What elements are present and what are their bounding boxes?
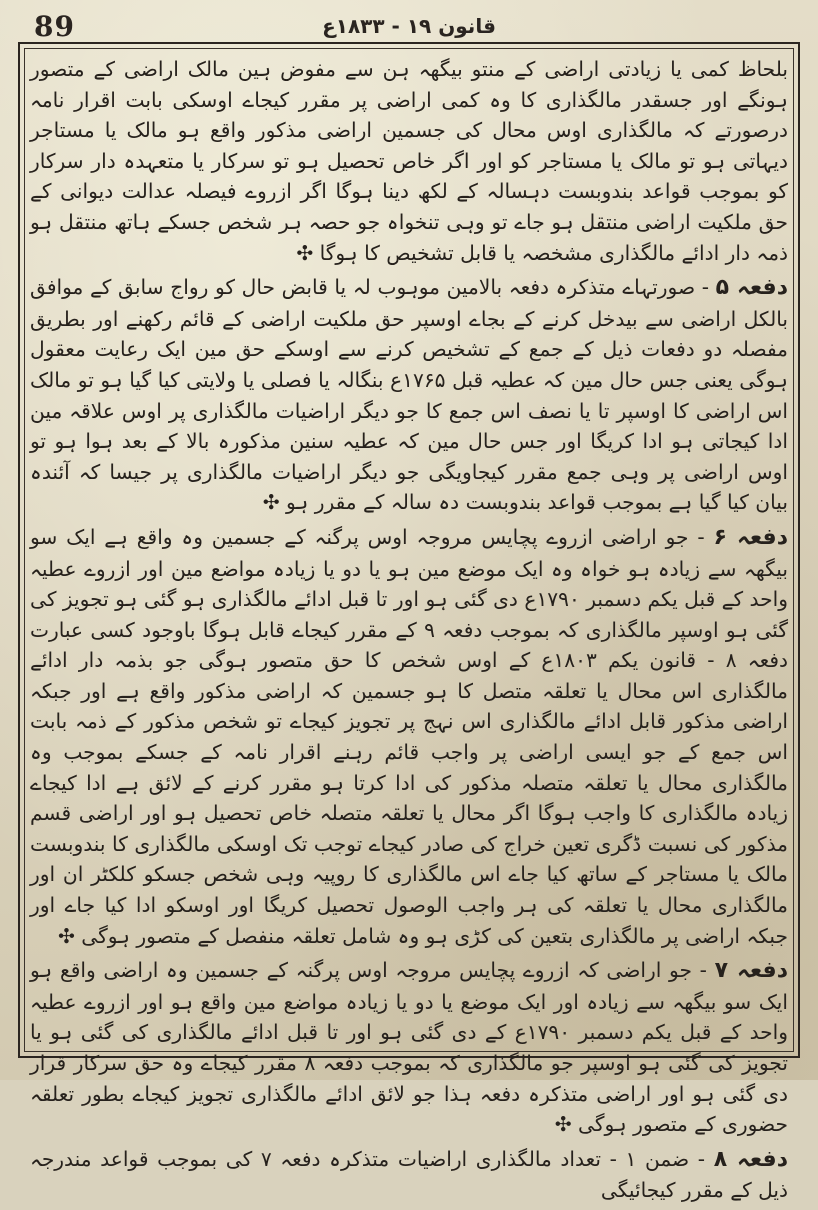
body-text: [30, 54, 788, 1210]
paragraph-1-text: بلحاظ کمی یا زیادتی اراضی کے منتو بیگھہ ہن سے مفوض ہین مالک اراضی کے متصور ہونگے اور جسقدر مالگذاری کا وہ کمی اراضی پر مقرر کیجاے اوسکی بابت اقرار نامہ درصورتے کہ مالگذاری اوس محال کی جسمین اراضی مذکور واقع ہو مالک یا مستاجر دیہاتی ہو تو مالک یا مستاجر کو اور اگر خاص تحصیل ہو تو سرکار یا متعہدہ دار سرکار کو بموجب قواعد بندوبست دہسالہ کے لکھ دینا ہوگا اگر ازروے فیصلہ عدالت دیوانی کے حق ملکیت اراضی منتقل ہو جاے تو وہی تنخواہ جو حصہ ہر شخص جسکے ہاتھ منتقل ہو ذمہ دار ادائے مالگذاری مشخصہ یا قابل تشخیص کا ہوگا ✣: [30, 57, 788, 265]
paragraph-dafa-7-text: جو اراضی کہ ازروے پچایس مروجہ اوس پرگنہ کے جسمین وہ اراضی واقع ہو ایک سو بیگھہ سے زیادہ اور ایک موضع یا دو یا زیادہ مواضع مین واقع ہو اور ازروے عطیہ واحد کے قبل یکم دسمبر ۱۷۹۰ع کے دی گئی ہو اور تا قبل ادائے مالگذاری کی گئی ہو یا تجویز کی گئی ہو اوسپر جو مالگذاری کہ بموجب دفعہ ۸ مقرر کیجاے وہ حق سرکار قرار دی گئی ہو اور اراضی متذکرہ دفعہ ہذا جو لائق ادائے مالگذاری تجویز کیجاے بطور تعلقہ حضوری کے متصور ہوگی ✣: [30, 958, 789, 1137]
paragraph-dafa-6-text: جو اراضی ازروے پچایس مروجہ اوس پرگنہ کے جسمین وہ واقع ہے ایک سو بیگھہ سے زیادہ ہو خواہ وہ ایک موضع مین ہو یا دو یا زیادہ مواضع مین اور ازروے عطیہ واحد کے قبل یکم دسمبر ۱۷۹۰ع دی گئی ہو اور تا قبل ادائے مالگذاری ہو گئی ہو تجویز کی گئی ہو اوسپر مالگذاری کہ بموجب دفعہ ۹ کے مقرر کیجاے قابل ہوگا باوجود کسی عبارت دفعہ ۸ - قانون یکم ۱۸۰۳ع کے اوس شخص کا حق متصور ہوگی جو بذمہ دار ادائے مالگذاری اس محال یا تعلقہ متصل کا ہو جسمین کہ اراضی مذکور واقع ہے اور جبکہ اراضی مذکور قابل ادائے مالگذاری اس نہج پر تجویز کیجاے تو شخص مذکور کے ذمہ بابت اس جمع کے جو ایسی اراضی پر واجب قائم رہنے اقرار نامہ کے جسکے بموجب وہ مالگذاری محال یا تعلقہ متصلہ مذکور کی ادا کرتا ہو مقرر کرنے کے لائق ہے ادا کیجاے زیادہ مالگذاری کا واجب ہوگا اگر محال یا تعلقہ متصلہ خاص تحصیل ہو اور اراضی قسم مذکور کی نسبت ڈگری تعین خراج کی صادر کیجاے توجب تک اوسکی مالگذاری کا بندوبست مالک یا مستاجر کے ساتھ کیا جاے اس مالگذاری کا روپیہ وہی شخص جسکو کلکٹر ان اور مالگذاری محال یا تعلقہ کی ہر واجب الوصول تحصیل کریگا اور اوسکو ادا کیا جاے اور جبکہ اراضی پر مالگذاری بتعین کی کڑی ہو وہ شامل تعلقہ منفصل کے متصور ہوگی ✣: [30, 524, 788, 948]
section-heading-8: دفعہ ۸: [713, 1146, 789, 1172]
section-heading-6: دفعہ ۶: [713, 524, 788, 550]
paragraph-1: [30, 54, 788, 268]
paragraph-dafa-8-text: ضمن ۱ - تعداد مالگذاری اراضیات متذکرہ دفعہ ۷ کی بموجب قواعد مندرجہ ذیل کے مقرر کیجائیگی: [30, 1146, 788, 1203]
paragraph-dafa-5: دفعہ ۵ - صورتہاے متذکرہ دفعہ بالامین موہوب لہ یا قابض حال کو رواج سابق کے موافق بالکل اراضی سے بیدخل کرنے کے بجاے اوسپر حق ملکیت اراضی کے قائم رکھنے اور بطریق مفصلہ دو دفعات ذیل کے جمع کے تشخیص کرنے سے اوسکے حق مین ایک رعایت معقول ہوگی یعنی جس حال مین کہ عطیہ قبل ۱۷۶۵ع بنگالہ یا فصلی یا ولایتی کیا گیا ہو تو مالک اس اراضی کا اوسپر تا یا نصف اس جمع کا جو دیگر اراضیات مالگذاری پر اوس علاقہ مین ادا کیجاتی ہو ادا کریگا اور جس حال مین کہ عطیہ سنین مذکورہ بالا کے بعد ہوا ہو تو اوس اراضی پر وہی جمع مقرر کیجاویگی جو دیگر اراضیات مالگذاری پر جیسا کہ آئندہ بیان کیا گیا ہے بموجب قواعد بندوبست دہ سالہ کے مقرر ہو ✣: [30, 275, 788, 515]
paragraph-dafa-5-text: صورتہاے متذکرہ دفعہ بالامین موہوب لہ یا قابض حال کو رواج سابق کے موافق بالکل اراضی سے بیدخل کرنے کے بجاے اوسپر حق ملکیت اراضی کے قائم رکھنے اور بطریق مفصلہ دو دفعات ذیل کے جمع کے تشخیص کرنے سے اوسکے حق مین ایک رعایت معقول ہوگی یعنی جس حال مین کہ عطیہ قبل ۱۷۶۵ع بنگالہ یا فصلی یا ولایتی کیا گیا ہو تو مالک اس اراضی کا اوسپر تا یا نصف اس جمع کا جو دیگر اراضیات مالگذاری پر اوس علاقہ مین ادا کیجاتی ہو ادا کریگا اور جس حال مین کہ عطیہ سنین مذکورہ بالا کے بعد ہوا ہو تو اوس اراضی پر وہی جمع مقرر کیجاویگی جو دیگر اراضیات مالگذاری پر جیسا کہ آئندہ بیان کیا گیا ہے بموجب قواعد بندوبست دہ سالہ کے مقرر ہو ✣: [30, 275, 788, 515]
paragraph-dafa-7: دفعہ ۷ - جو اراضی کہ ازروے پچایس مروجہ اوس پرگنہ کے جسمین وہ اراضی واقع ہو ایک سو بیگھہ سے زیادہ اور ایک موضع یا دو یا زیادہ مواضع مین واقع ہو اور ازروے عطیہ واحد کے قبل یکم دسمبر ۱۷۹۰ع کے دی گئی ہو اور تا قبل ادائے مالگذاری کی گئی ہو یا تجویز کی گئی ہو اوسپر جو مالگذاری کہ بموجب دفعہ ۸ مقرر کیجاے وہ حق سرکار قرار دی گئی ہو اور اراضی متذکرہ دفعہ ہذا جو لائق ادائے مالگذاری تجویز کیجاے بطور تعلقہ حضوری کے متصور ہوگی ✣: [30, 958, 789, 1137]
paragraph-dafa-6: دفعہ ۶ - جو اراضی ازروے پچایس مروجہ اوس پرگنہ کے جسمین وہ واقع ہے ایک سو بیگھہ سے زیادہ ہو خواہ وہ ایک موضع مین ہو یا دو یا زیادہ مواضع مین اور ازروے عطیہ واحد کے قبل یکم دسمبر ۱۷۹۰ع دی گئی ہو اور تا قبل ادائے مالگذاری ہو گئی ہو تجویز کی گئی ہو اوسپر مالگذاری کہ بموجب دفعہ ۹ کے مقرر کیجاے قابل ہوگا باوجود کسی عبارت دفعہ ۸ - قانون یکم ۱۸۰۳ع کے اوس شخص کا حق متصور ہوگی جو بذمہ دار ادائے مالگذاری اس محال یا تعلقہ متصل کا ہو جسمین کہ اراضی مذکور واقع ہے اور جبکہ اراضی مذکور قابل ادائے مالگذاری اس نہج پر تجویز کیجاے تو شخص مذکور کے ذمہ بابت اس جمع کے جو ایسی اراضی پر واجب قائم رہنے اقرار نامہ کے جسکے بموجب وہ مالگذاری محال یا تعلقہ متصلہ مذکور کی ادا کرتا ہو مقرر کرنے کے لائق ہے ادا کیجاے زیادہ مالگذاری کا واجب ہوگا اگر محال یا تعلقہ متصلہ خاص تحصیل ہو اور اراضی قسم مذکور کی نسبت ڈگری تعین خراج کی صادر کیجاے توجب تک اوسکی مالگذاری کا بندوبست مالک یا مستاجر کے ساتھ کیا جاے اس مالگذاری کا روپیہ وہی شخص جسکو کلکٹر ان اور مالگذاری محال یا تعلقہ کی ہر واجب الوصول تحصیل کریگا اور اوسکو ادا کیا جاے اور جبکہ اراضی پر مالگذاری بتعین کی کڑی ہو وہ شامل تعلقہ منفصل کے متصور ہوگی ✣: [30, 524, 788, 948]
section-heading-5: دفعہ ۵: [715, 275, 788, 301]
page-number: 89: [34, 10, 75, 43]
running-head: قانون ۱۹ - ۱۸۳۳ع: [322, 14, 496, 38]
section-heading-7: دفعہ ۷: [714, 958, 788, 984]
paragraph-dafa-8: دفعہ ۸ - ضمن ۱ - تعداد مالگذاری اراضیات متذکرہ دفعہ ۷ کی بموجب قواعد مندرجہ ذیل کے مقرر کیجائیگی: [30, 1146, 789, 1203]
